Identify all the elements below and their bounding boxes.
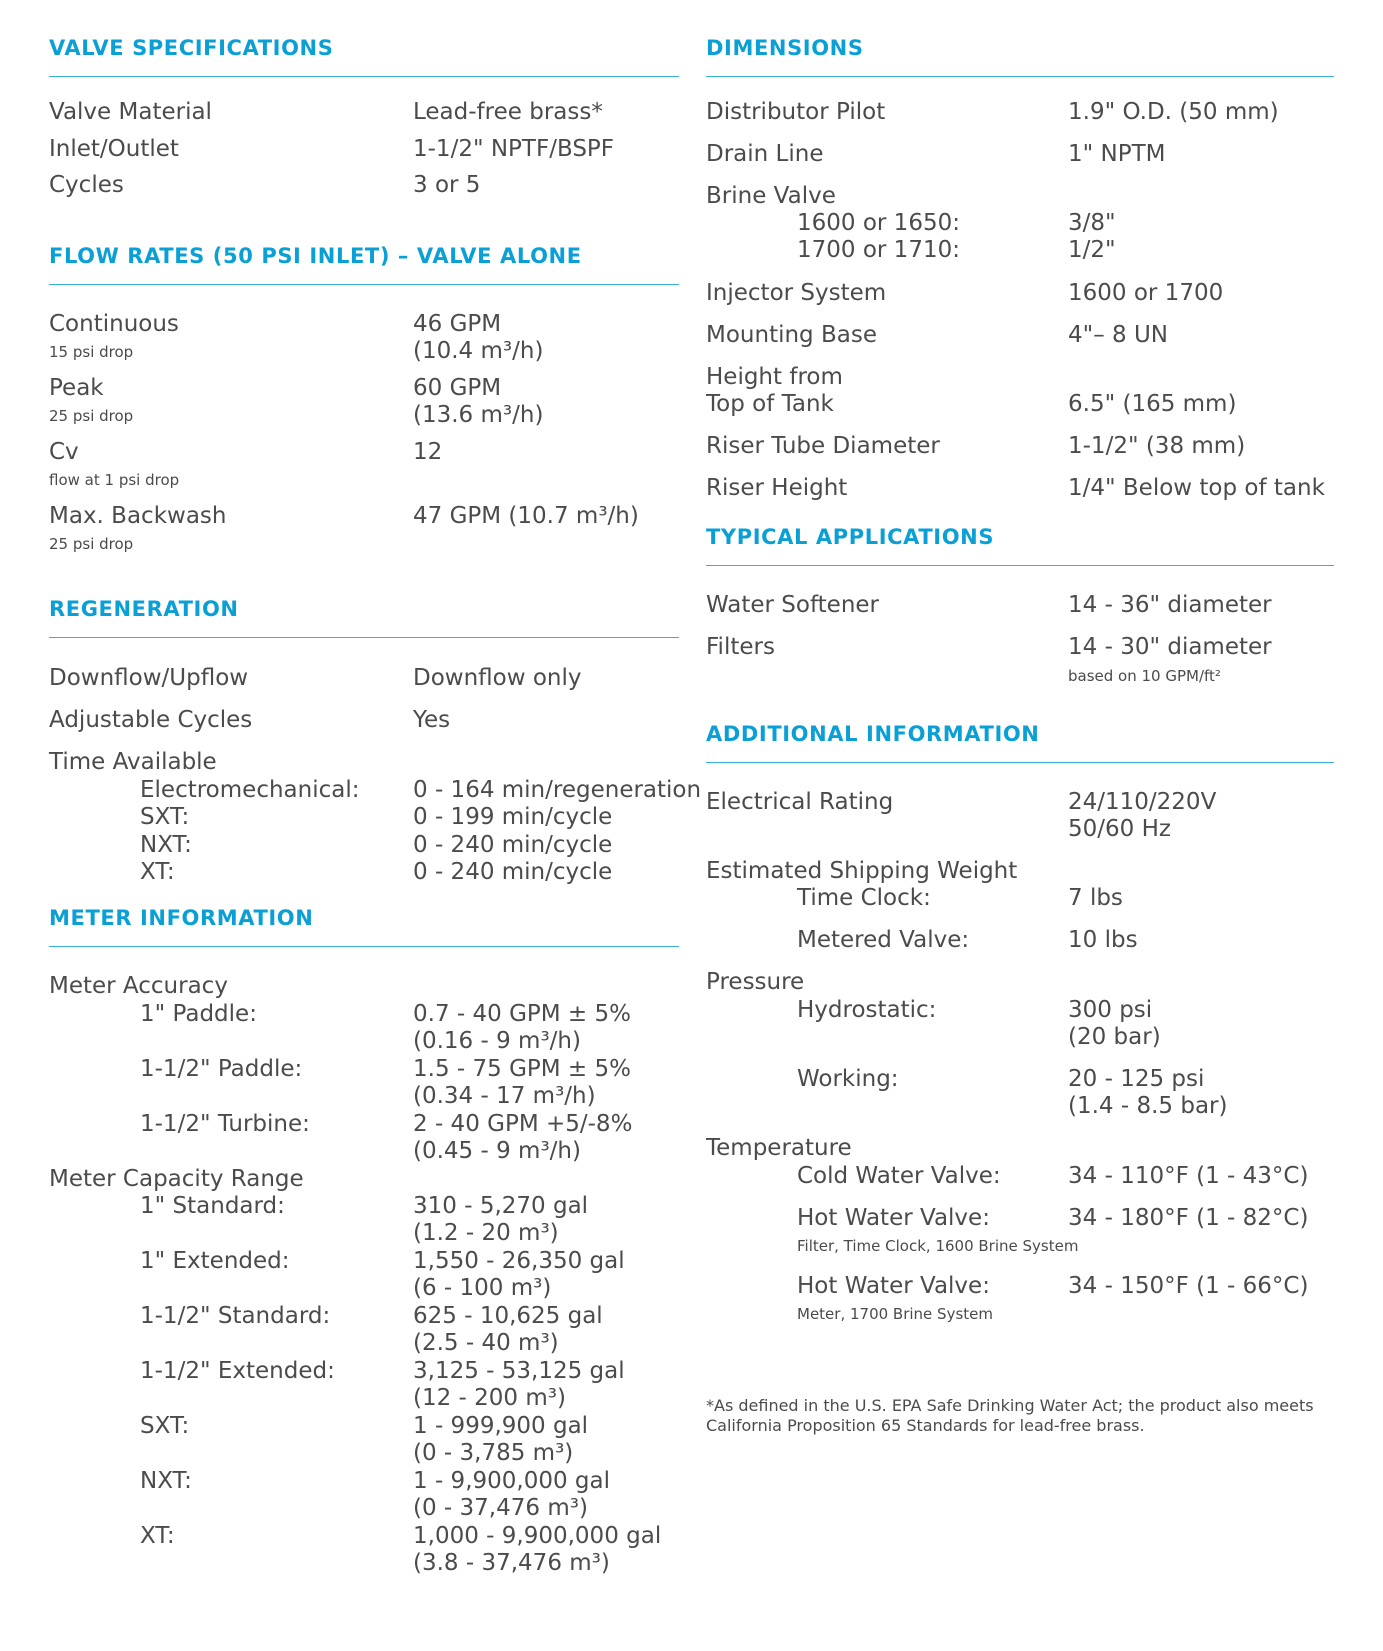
section-divider [49, 637, 679, 638]
flow-value: 47 GPM (10.7 m³/h) [413, 503, 639, 529]
section-title: METER INFORMATION [49, 906, 314, 930]
temperature-label: Hot Water Valve: [797, 1273, 990, 1299]
flow-note: 25 psi drop [49, 535, 134, 553]
flow-value: 12 [413, 439, 443, 465]
capacity-value: 1,000 - 9,900,000 gal [413, 1523, 662, 1549]
info-label: Estimated Shipping Weight [706, 858, 1018, 884]
capacity-value-metric: (2.5 - 40 m³) [413, 1330, 559, 1356]
temperature-value: 34 - 150°F (1 - 66°C) [1068, 1273, 1309, 1299]
section-divider [706, 565, 1334, 566]
dimension-value: 1/4" Below top of tank [1068, 475, 1325, 501]
capacity-label: NXT: [140, 1468, 192, 1494]
meter-value: 1.5 - 75 GPM ± 5% [413, 1056, 631, 1082]
section-title: DIMENSIONS [706, 36, 864, 60]
weight-value: 10 lbs [1068, 927, 1138, 953]
time-value: 0 - 240 min/cycle [413, 832, 613, 858]
time-label: NXT: [140, 832, 192, 858]
time-value: 0 - 199 min/cycle [413, 804, 613, 830]
regen-label: Downflow/Upflow [49, 665, 249, 691]
capacity-value-metric: (6 - 100 m³) [413, 1275, 552, 1301]
regen-label: Time Available [49, 749, 217, 775]
pressure-label: Hydrostatic: [797, 997, 937, 1023]
info-label: Electrical Rating [706, 789, 894, 815]
capacity-label: 1-1/2" Standard: [140, 1303, 331, 1329]
flow-label: Continuous [49, 311, 179, 337]
weight-value: 7 lbs [1068, 885, 1123, 911]
brine-label: 1600 or 1650: [797, 210, 960, 236]
dimension-label: Brine Valve [706, 183, 836, 209]
temperature-label: Cold Water Valve: [797, 1163, 1001, 1189]
section-title: FLOW RATES (50 PSI INLET) – VALVE ALONE [49, 244, 582, 268]
pressure-value-metric: (20 bar) [1068, 1024, 1161, 1050]
capacity-value: 1 - 999,900 gal [413, 1413, 589, 1439]
section-divider [49, 284, 679, 285]
section-divider [49, 946, 679, 947]
capacity-value: 1,550 - 26,350 gal [413, 1248, 625, 1274]
capacity-label: 1-1/2" Extended: [140, 1358, 335, 1384]
flow-note: flow at 1 psi drop [49, 471, 180, 489]
pressure-label: Working: [797, 1066, 899, 1092]
dimension-label: Distributor Pilot [706, 99, 886, 125]
flow-value-metric: (10.4 m³/h) [413, 338, 544, 364]
flow-note: 15 psi drop [49, 343, 134, 361]
section-title: REGENERATION [49, 597, 239, 621]
dimension-label: Riser Tube Diameter [706, 433, 940, 459]
section-title: ADDITIONAL INFORMATION [706, 722, 1040, 746]
application-value: 14 - 30" diameter [1068, 634, 1272, 660]
capacity-value-metric: (12 - 200 m³) [413, 1385, 566, 1411]
dimension-label: Height from [706, 364, 843, 390]
meter-capacity-label: Meter Capacity Range [49, 1166, 304, 1192]
dimension-label-cont: Top of Tank [706, 391, 834, 417]
capacity-label: XT: [140, 1523, 175, 1549]
brine-label: 1700 or 1710: [797, 237, 960, 263]
meter-label: 1-1/2" Turbine: [140, 1111, 310, 1137]
meter-accuracy-label: Meter Accuracy [49, 973, 228, 999]
info-value: 24/110/220V [1068, 789, 1217, 815]
dimension-value: 1-1/2" (38 mm) [1068, 433, 1246, 459]
capacity-value-metric: (0 - 37,476 m³) [413, 1495, 588, 1521]
footnote: *As defined in the U.S. EPA Safe Drinking Water Act; the product also meets California Proposition 65 Standards for lead-free brass. [706, 1396, 1314, 1435]
regen-value: Downflow only [413, 665, 582, 691]
capacity-label: 1" Extended: [140, 1248, 290, 1274]
spec-value: 3 or 5 [413, 172, 481, 198]
flow-label: Cv [49, 439, 79, 465]
dimension-value: 4"– 8 UN [1068, 322, 1169, 348]
dimension-value: 1.9" O.D. (50 mm) [1068, 99, 1279, 125]
time-value: 0 - 240 min/cycle [413, 859, 613, 885]
section-divider [706, 762, 1334, 763]
dimension-label: Injector System [706, 280, 887, 306]
capacity-value: 310 - 5,270 gal [413, 1193, 589, 1219]
section-title: VALVE SPECIFICATIONS [49, 36, 334, 60]
dimension-value: 1" NPTM [1068, 141, 1166, 167]
brine-value: 3/8" [1068, 210, 1116, 236]
dimension-label: Riser Height [706, 475, 848, 501]
regen-value: Yes [413, 707, 451, 733]
flow-label: Max. Backwash [49, 503, 227, 529]
regen-label: Adjustable Cycles [49, 707, 253, 733]
dimension-label: Mounting Base [706, 322, 877, 348]
capacity-label: SXT: [140, 1413, 190, 1439]
dimension-label: Drain Line [706, 141, 824, 167]
meter-value: 2 - 40 GPM +5/-8% [413, 1111, 633, 1137]
spec-value: Lead-free brass* [413, 99, 603, 125]
pressure-value-metric: (1.4 - 8.5 bar) [1068, 1093, 1228, 1119]
time-label: SXT: [140, 804, 190, 830]
temperature-label: Hot Water Valve: [797, 1205, 990, 1231]
meter-label: 1" Paddle: [140, 1001, 257, 1027]
meter-value-metric: (0.45 - 9 m³/h) [413, 1138, 581, 1164]
application-note: based on 10 GPM/ft² [1068, 667, 1221, 685]
section-divider [706, 76, 1334, 77]
temperature-note: Meter, 1700 Brine System [797, 1305, 993, 1323]
weight-label: Time Clock: [797, 885, 931, 911]
brine-value: 1/2" [1068, 237, 1116, 263]
temperature-value: 34 - 180°F (1 - 82°C) [1068, 1205, 1309, 1231]
application-label: Filters [706, 634, 775, 660]
flow-note: 25 psi drop [49, 407, 134, 425]
info-label: Pressure [706, 969, 805, 995]
section-divider [49, 76, 679, 77]
pressure-value: 20 - 125 psi [1068, 1066, 1205, 1092]
capacity-value-metric: (0 - 3,785 m³) [413, 1440, 574, 1466]
spec-label: Inlet/Outlet [49, 136, 179, 162]
spec-value: 1-1/2" NPTF/BSPF [413, 136, 615, 162]
meter-value-metric: (0.16 - 9 m³/h) [413, 1028, 581, 1054]
time-label: XT: [140, 859, 175, 885]
flow-value: 60 GPM [413, 375, 502, 401]
meter-label: 1-1/2" Paddle: [140, 1056, 303, 1082]
meter-value: 0.7 - 40 GPM ± 5% [413, 1001, 631, 1027]
meter-value-metric: (0.34 - 17 m³/h) [413, 1083, 596, 1109]
capacity-value-metric: (1.2 - 20 m³) [413, 1220, 559, 1246]
capacity-value: 3,125 - 53,125 gal [413, 1358, 625, 1384]
spec-label: Cycles [49, 172, 124, 198]
dimension-value: 6.5" (165 mm) [1068, 391, 1237, 417]
weight-label: Metered Valve: [797, 927, 970, 953]
application-value: 14 - 36" diameter [1068, 592, 1272, 618]
info-value-2: 50/60 Hz [1068, 816, 1171, 842]
info-label: Temperature [706, 1135, 852, 1161]
time-value: 0 - 164 min/regeneration [413, 777, 702, 803]
application-label: Water Softener [706, 592, 880, 618]
flow-label: Peak [49, 375, 104, 401]
dimension-value: 1600 or 1700 [1068, 280, 1224, 306]
flow-value: 46 GPM [413, 311, 502, 337]
capacity-value: 625 - 10,625 gal [413, 1303, 603, 1329]
temperature-value: 34 - 110°F (1 - 43°C) [1068, 1163, 1309, 1189]
capacity-label: 1" Standard: [140, 1193, 285, 1219]
spec-label: Valve Material [49, 99, 212, 125]
capacity-value: 1 - 9,900,000 gal [413, 1468, 611, 1494]
flow-value-metric: (13.6 m³/h) [413, 402, 544, 428]
section-title: TYPICAL APPLICATIONS [706, 525, 995, 549]
time-label: Electromechanical: [140, 777, 360, 803]
temperature-note: Filter, Time Clock, 1600 Brine System [797, 1237, 1079, 1255]
pressure-value: 300 psi [1068, 997, 1153, 1023]
capacity-value-metric: (3.8 - 37,476 m³) [413, 1550, 610, 1576]
